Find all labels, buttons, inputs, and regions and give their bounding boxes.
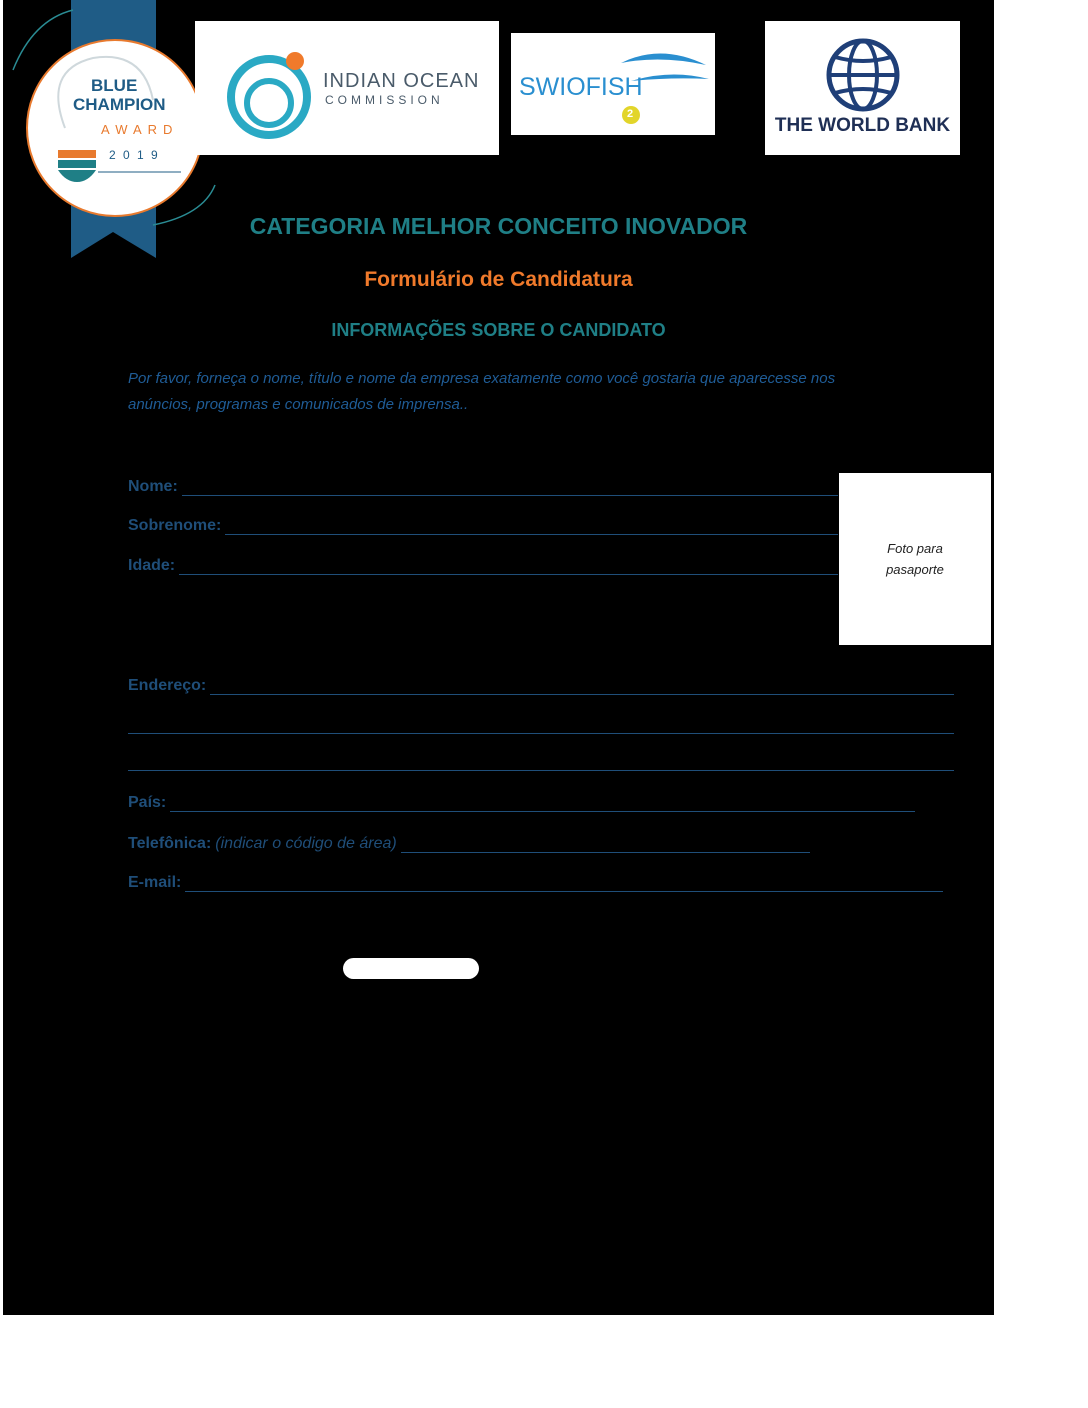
nome-field[interactable] <box>128 472 838 496</box>
endereco-label: Endereço: <box>128 677 207 694</box>
globe-icon <box>823 35 903 115</box>
photo-label-line2: pasaporte <box>886 562 944 577</box>
telefone-label: Telefônica: <box>128 835 212 852</box>
badge-line3: AWARD <box>101 122 179 137</box>
email-field[interactable] <box>128 868 943 892</box>
pais-line[interactable] <box>170 793 915 812</box>
endereco-field[interactable] <box>128 671 954 695</box>
pais-field[interactable] <box>128 788 915 812</box>
email-line[interactable] <box>185 873 943 892</box>
instructions <box>128 366 948 418</box>
instructions-line1: Por favor, forneça o nome, título e nome da empresa exatamente como você gostaria que aparecesse nos <box>128 370 836 387</box>
ioc-name-line1: INDIAN OCEAN <box>323 70 480 92</box>
telefone-field[interactable] <box>128 829 810 853</box>
swiofish-number: 2 <box>627 108 634 120</box>
sobrenome-line[interactable] <box>225 516 838 535</box>
endereco-line-2[interactable] <box>128 733 954 734</box>
form-page <box>3 0 994 1315</box>
world-bank-logo <box>765 21 960 155</box>
badge-line2: CHAMPION <box>73 95 166 114</box>
swiofish-name: SWIOFISH <box>519 73 643 101</box>
nome-label: Nome: <box>128 478 178 495</box>
badge-line1: BLUE <box>91 76 138 95</box>
telefone-line[interactable] <box>401 834 810 853</box>
ioc-logo <box>195 21 499 155</box>
ioc-name-line2: COMMISSION <box>325 93 444 107</box>
nome-line[interactable] <box>182 477 838 496</box>
photo-label-line1: Foto para <box>887 541 943 556</box>
white-mark <box>343 958 479 979</box>
idade-line[interactable] <box>179 556 838 575</box>
endereco-line[interactable] <box>210 676 954 695</box>
idade-label: Idade: <box>128 557 176 574</box>
badge-year: 2 0 1 9 <box>109 148 160 162</box>
form-title: Formulário de Candidatura <box>364 268 633 291</box>
category-title: CATEGORIA MELHOR CONCEITO INOVADOR <box>249 213 748 239</box>
email-label: E-mail: <box>128 874 182 891</box>
world-bank-name: THE WORLD BANK <box>774 115 951 136</box>
passport-photo-box[interactable] <box>839 473 991 645</box>
sobrenome-label: Sobrenome: <box>128 517 222 534</box>
instructions-line2: anúncios, programas e comunicados de imprensa.. <box>128 396 469 413</box>
ioc-emblem-icon <box>223 41 323 141</box>
swiofish-logo <box>511 33 715 135</box>
pais-label: País: <box>128 794 167 811</box>
sobrenome-field[interactable] <box>128 511 838 535</box>
section-title: INFORMAÇÕES SOBRE O CANDIDATO <box>331 320 666 340</box>
idade-field[interactable] <box>128 551 838 575</box>
telefone-hint: (indicar o código de área) <box>215 835 397 852</box>
endereco-line-3[interactable] <box>128 770 954 771</box>
